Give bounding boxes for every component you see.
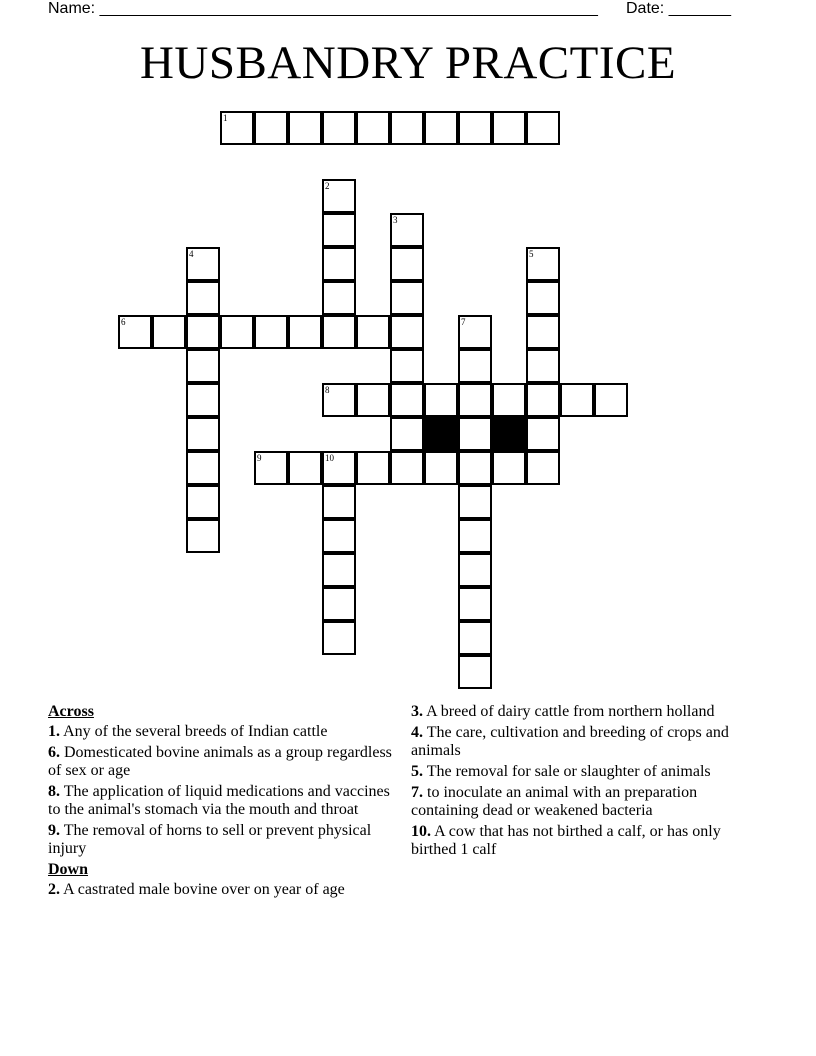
grid-cell[interactable] bbox=[220, 111, 254, 145]
grid-cell[interactable] bbox=[186, 349, 220, 383]
grid-cell[interactable] bbox=[322, 485, 356, 519]
grid-cell[interactable] bbox=[186, 519, 220, 553]
grid-cell[interactable] bbox=[186, 383, 220, 417]
grid-cell[interactable] bbox=[322, 553, 356, 587]
grid-cell[interactable] bbox=[424, 451, 458, 485]
grid-cell[interactable] bbox=[322, 213, 356, 247]
grid-cell[interactable] bbox=[322, 451, 356, 485]
grid-cell[interactable] bbox=[322, 179, 356, 213]
grid-cell[interactable] bbox=[186, 417, 220, 451]
grid-cell[interactable] bbox=[492, 111, 526, 145]
clues-right-column bbox=[411, 703, 756, 862]
clue-across-8: 8. The application of liquid medications and vaccines to the animal's stomach via the mouth and throat bbox=[48, 783, 390, 818]
clue-down-7: 7. to inoculate an animal with an preparation containing dead or weakened bacteria bbox=[411, 784, 698, 819]
clue-number: 4 bbox=[189, 249, 194, 259]
clue-down-2: 2. A castrated male bovine over on year of age bbox=[48, 881, 345, 898]
grid-cell[interactable] bbox=[526, 111, 560, 145]
grid-cell[interactable] bbox=[458, 519, 492, 553]
clues-left-column bbox=[48, 703, 393, 902]
grid-cell[interactable] bbox=[322, 519, 356, 553]
grid-cell[interactable] bbox=[458, 111, 492, 145]
date-line: _______ bbox=[668, 0, 731, 17]
clue-across-6: 6. Domesticated bovine animals as a group regardless of sex or age bbox=[48, 744, 392, 779]
clue-down-3: 3. A breed of dairy cattle from northern holland bbox=[411, 703, 715, 720]
clue-number: 5 bbox=[529, 249, 534, 259]
grid-cell[interactable] bbox=[322, 621, 356, 655]
grid-cell[interactable] bbox=[322, 111, 356, 145]
grid-cell[interactable] bbox=[458, 587, 492, 621]
grid-cell[interactable] bbox=[526, 383, 560, 417]
grid-cell[interactable] bbox=[322, 281, 356, 315]
grid-cell[interactable] bbox=[526, 281, 560, 315]
grid-cell[interactable] bbox=[458, 485, 492, 519]
grid-cell[interactable] bbox=[390, 111, 424, 145]
grid-cell[interactable] bbox=[186, 247, 220, 281]
black-cell bbox=[492, 417, 526, 451]
grid-cell[interactable] bbox=[594, 383, 628, 417]
clue-number: 10 bbox=[325, 453, 334, 463]
grid-cell[interactable] bbox=[526, 315, 560, 349]
grid-cell[interactable] bbox=[322, 315, 356, 349]
clue-number: 7 bbox=[461, 317, 466, 327]
grid-cell[interactable] bbox=[356, 111, 390, 145]
grid-cell[interactable] bbox=[322, 247, 356, 281]
grid-cell[interactable] bbox=[424, 383, 458, 417]
grid-cell[interactable] bbox=[390, 451, 424, 485]
grid-cell[interactable] bbox=[254, 111, 288, 145]
grid-cell[interactable] bbox=[220, 315, 254, 349]
date-field[interactable] bbox=[626, 0, 731, 18]
clue-number: 1 bbox=[223, 113, 228, 123]
grid-cell[interactable] bbox=[390, 213, 424, 247]
grid-cell[interactable] bbox=[458, 417, 492, 451]
grid-cell[interactable] bbox=[526, 349, 560, 383]
grid-cell[interactable] bbox=[458, 349, 492, 383]
grid-cell[interactable] bbox=[458, 451, 492, 485]
grid-cell[interactable] bbox=[186, 315, 220, 349]
clue-down-4: 4. The care, cultivation and breeding of crops and animals bbox=[411, 724, 729, 759]
puzzle-title: HUSBANDRY PRACTICE bbox=[139, 37, 677, 89]
grid-cell[interactable] bbox=[526, 247, 560, 281]
clue-down-5: 5. The removal for sale or slaughter of animals bbox=[411, 763, 711, 780]
clue-across-1: 1. Any of the several breeds of Indian cattle bbox=[48, 723, 328, 740]
grid-cell[interactable] bbox=[526, 417, 560, 451]
grid-cell[interactable] bbox=[322, 383, 356, 417]
grid-cell[interactable] bbox=[458, 553, 492, 587]
grid-cell[interactable] bbox=[390, 281, 424, 315]
grid-cell[interactable] bbox=[356, 451, 390, 485]
down-heading: Down bbox=[48, 861, 89, 878]
grid-cell[interactable] bbox=[560, 383, 594, 417]
clue-down-10: 10. A cow that has not birthed a calf, or has only birthed 1 calf bbox=[411, 823, 721, 858]
clue-number: 3 bbox=[393, 215, 398, 225]
grid-cell[interactable] bbox=[390, 383, 424, 417]
grid-cell[interactable] bbox=[526, 451, 560, 485]
grid-cell[interactable] bbox=[390, 349, 424, 383]
clue-number: 2 bbox=[325, 181, 330, 191]
clue-number: 6 bbox=[121, 317, 126, 327]
grid-cell[interactable] bbox=[458, 383, 492, 417]
black-cell bbox=[424, 417, 458, 451]
grid-cell[interactable] bbox=[424, 111, 458, 145]
across-heading: Across bbox=[48, 703, 94, 720]
clue-across-9: 9. The removal of horns to sell or prevent physical injury bbox=[48, 822, 372, 857]
clue-number: 9 bbox=[257, 453, 262, 463]
name-line: ________________________________________________________ bbox=[99, 0, 598, 17]
grid-cell[interactable] bbox=[186, 485, 220, 519]
grid-cell[interactable] bbox=[288, 111, 322, 145]
grid-cell[interactable] bbox=[458, 315, 492, 349]
grid-cell[interactable] bbox=[356, 383, 390, 417]
grid-cell[interactable] bbox=[492, 383, 526, 417]
grid-cell[interactable] bbox=[390, 417, 424, 451]
grid-cell[interactable] bbox=[254, 451, 288, 485]
grid-cell[interactable] bbox=[322, 587, 356, 621]
grid-cell[interactable] bbox=[356, 315, 390, 349]
grid-cell[interactable] bbox=[458, 621, 492, 655]
grid-cell[interactable] bbox=[254, 315, 288, 349]
grid-cell[interactable] bbox=[458, 655, 492, 689]
grid-cell[interactable] bbox=[186, 281, 220, 315]
name-label: Name: bbox=[48, 0, 96, 17]
grid-cell[interactable] bbox=[390, 247, 424, 281]
grid-cell[interactable] bbox=[186, 451, 220, 485]
grid-cell[interactable] bbox=[152, 315, 186, 349]
grid-cell[interactable] bbox=[288, 315, 322, 349]
grid-cell[interactable] bbox=[118, 315, 152, 349]
clue-number: 8 bbox=[325, 385, 330, 395]
grid-cell[interactable] bbox=[288, 451, 322, 485]
date-label: Date: bbox=[626, 0, 665, 17]
grid-cell[interactable] bbox=[390, 315, 424, 349]
grid-cell[interactable] bbox=[492, 451, 526, 485]
name-field[interactable] bbox=[48, 0, 598, 18]
